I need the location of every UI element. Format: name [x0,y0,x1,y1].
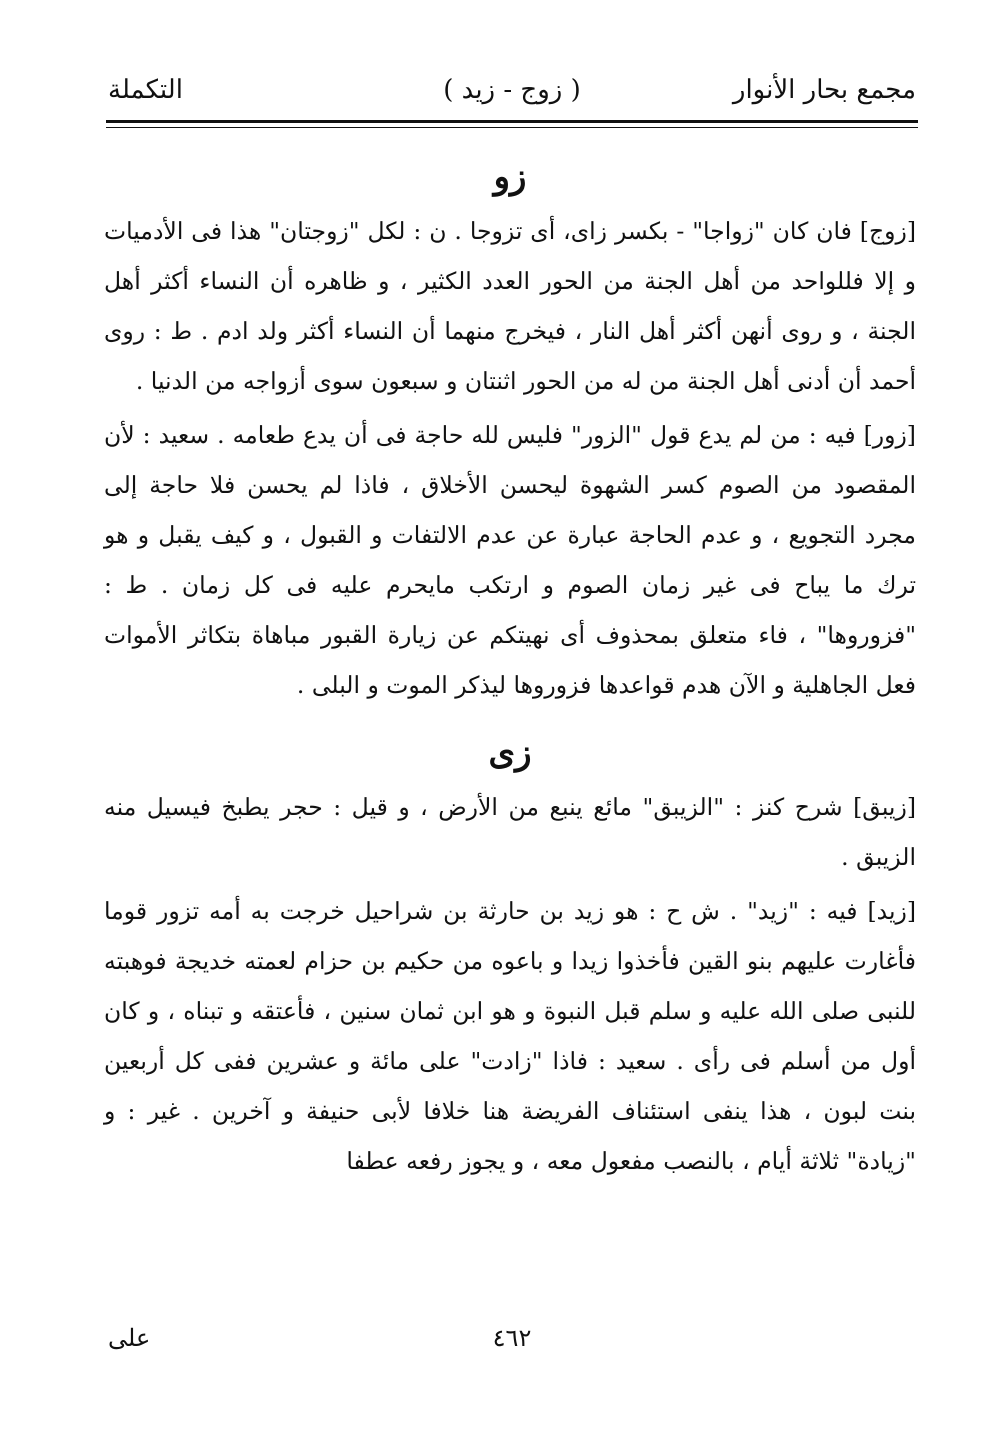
entry-headword: [زور] [863,421,916,449]
entry-zaybaq [104,782,916,882]
entry-zawj [104,206,916,406]
book-title: مجمع بحار الأنوار [732,75,916,105]
page-number: ٤٦٢ [492,1324,532,1352]
catchword: على [108,1324,151,1352]
entry-headword: [زيد] [867,897,916,925]
entry-zur [104,410,916,710]
header-rule-thick [106,120,918,123]
section-name: التكملة [108,75,183,105]
entry-text: شرح كنز : "الزيبق" مائع ينبع من الأرض ، و قيل : حجر يطبخ فيسيل منه الزيبق . [104,793,916,871]
entry-text: فان كان "زواجا" - بكسر زاى، أى تزوجا . ن : لكل "زوجتان" هذا فى الأدميات و إلا فللواحد من أهل الجنة من الحور العدد الكثير ، و ظاهره أن النساء أكثر أهل الجنة ، و روى أنهن أكثر أهل النار ، فيخرج منهما أن النساء أكثر ولد ادم . ط : روى أحمد أن أدنى أهل الجنة من له من الحور اثنتان و سبعون سوى أزواجه من الدنيا . [104,217,916,395]
header-rule-thin [106,127,918,128]
entry-zayd [104,886,916,1186]
page-footer [108,1318,916,1362]
entry-range: ( زوج - زيد ) [443,75,581,105]
entry-headword: [زيبق] [853,793,916,821]
section-heading-zy: زى [488,733,532,773]
entry-text: فيه : "زيد" . ش ح : هو زيد بن حارثة بن شراحيل خرجت به أمه تزور قوما فأغارت عليهم بنو القين فأخذوا زيدا و باعوه من حكيم بن حزام لعمته خديجة فوهبته للنبى صلى الله عليه و سلم قبل النبوة و هو ابن ثمان سنين ، فأعتقه و تبناه ، و كان أول من أسلم فى رأى . سعيد : فاذا "زادت" على مائة و عشرين ففى كل أربعين بنت لبون ، هذا ينفى استئناف الفريضة هنا خلافا لأبى حنيفة و آخرين . غير : و "زيادة" ثلاثة أيام ، بالنصب مفعول معه ، و يجوز رفعه عطفا [104,897,916,1175]
running-header [108,70,916,114]
page-body [104,150,916,1190]
section-heading-zw: زو [493,157,527,197]
entry-text: فيه : من لم يدع قول "الزور" فليس لله حاجة فى أن يدع طعامه . سعيد : لأن المقصود من الصوم كسر الشهوة ليحسن الأخلاق ، فاذا لم يحسن فلا حاجة إلى مجرد التجويع ، و عدم الحاجة عبارة عن عدم الالتفات و القبول ، و كيف يقبل و هو ترك ما يباح فى غير زمان الصوم و ارتكب مايحرم عليه فى كل زمان . ط : "فزوروها" ، فاء متعلق بمحذوف أى نهيتكم عن زيارة القبور مباهاة بتكاثر الأموات فعل الجاهلية و الآن هدم قواعدها فزوروها ليذكر الموت و البلى . [104,421,916,699]
entry-headword: [زوج] [859,217,916,245]
